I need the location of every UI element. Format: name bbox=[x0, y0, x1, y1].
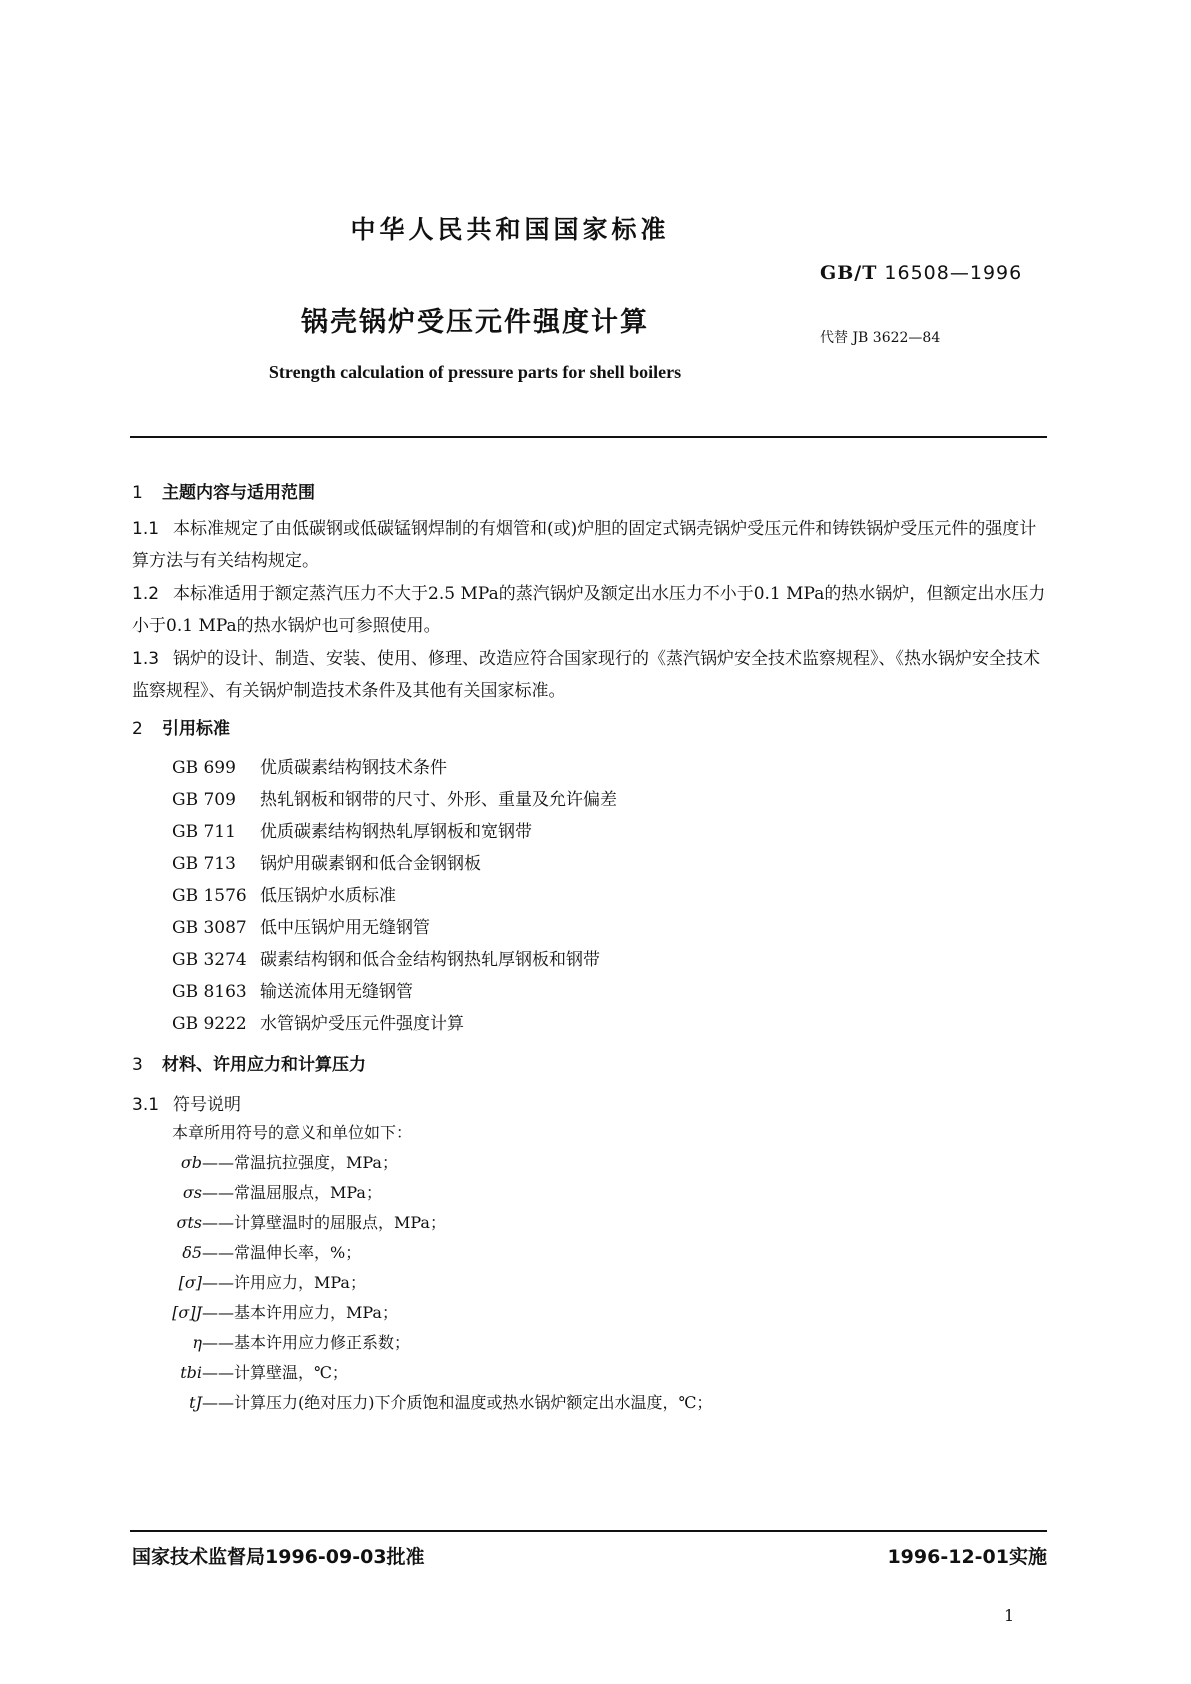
reference-title: 低压锅炉水质标准 bbox=[260, 886, 396, 906]
reference-code: GB 713 bbox=[172, 854, 236, 874]
reference-row bbox=[172, 753, 447, 778]
symbol-row bbox=[150, 1150, 398, 1173]
symbol-row bbox=[150, 1270, 366, 1293]
reference-code: GB 3274 bbox=[172, 950, 247, 970]
paragraph-text: 本标准适用于额定蒸汽压力不大于2.5 MPa的蒸汽锅炉及额定出水压力不小于0.1 MPa的热水锅炉，但额定出水压力小于0.1 MPa的热水锅炉也可参照使用。 bbox=[132, 584, 1046, 636]
subsection-number: 3.1 bbox=[132, 1095, 160, 1115]
symbol-description: ——许用应力，MPa； bbox=[202, 1273, 366, 1292]
symbol-description: ——常温屈服点，MPa； bbox=[202, 1183, 382, 1202]
section-1-heading bbox=[132, 478, 315, 503]
national-standard-heading: 中华人民共和国国家标准 bbox=[350, 215, 670, 244]
reference-code: GB 8163 bbox=[172, 982, 247, 1002]
symbol: σs bbox=[182, 1183, 202, 1202]
symbol-description: ——常温抗拉强度，MPa； bbox=[202, 1153, 398, 1172]
reference-title: 优质碳素结构钢热轧厚钢板和宽钢带 bbox=[260, 822, 532, 842]
section-number: 3 bbox=[132, 1055, 143, 1075]
symbol: [σ] bbox=[178, 1273, 202, 1292]
paragraph-number: 1.2 bbox=[132, 584, 160, 604]
subsection-title: 符号说明 bbox=[173, 1095, 242, 1115]
symbol-row bbox=[150, 1300, 398, 1323]
paragraph-1-3 bbox=[132, 643, 1047, 707]
standard-code-prefix: GB/T bbox=[820, 262, 878, 284]
symbol-row bbox=[150, 1330, 410, 1353]
symbol: [σ]J bbox=[172, 1303, 202, 1322]
paragraph-1-1 bbox=[132, 513, 1047, 577]
reference-row bbox=[172, 1009, 464, 1034]
symbol: σb bbox=[180, 1153, 202, 1172]
reference-title: 水管锅炉受压元件强度计算 bbox=[260, 1014, 464, 1034]
symbol-description: ——基本许用应力，MPa； bbox=[202, 1303, 398, 1322]
reference-row bbox=[172, 785, 617, 810]
symbol-description: ——计算压力(绝对压力)下介质饱和温度或热水锅炉额定出水温度，℃； bbox=[202, 1393, 713, 1412]
symbol-description: ——计算壁温时的屈服点，MPa； bbox=[202, 1213, 446, 1232]
symbol-row bbox=[150, 1180, 382, 1203]
symbol-row bbox=[150, 1210, 446, 1233]
header-divider bbox=[130, 436, 1047, 438]
section-title: 材料、许用应力和计算压力 bbox=[162, 1055, 366, 1075]
reference-row bbox=[172, 913, 430, 938]
english-title: Strength calculation of pressure parts for shell boilers bbox=[268, 362, 682, 382]
standard-code bbox=[820, 262, 1022, 284]
section-title: 引用标准 bbox=[162, 719, 230, 739]
symbol-row bbox=[150, 1240, 361, 1263]
symbol-row bbox=[150, 1360, 348, 1383]
symbol: δ5 bbox=[182, 1243, 202, 1262]
reference-title: 输送流体用无缝钢管 bbox=[260, 982, 413, 1002]
reference-code: GB 9222 bbox=[172, 1014, 247, 1034]
reference-code: GB 1576 bbox=[172, 886, 247, 906]
document-title: 锅壳锅炉受压元件强度计算 bbox=[301, 307, 649, 338]
reference-row bbox=[172, 817, 532, 842]
reference-title: 锅炉用碳素钢和低合金钢钢板 bbox=[260, 854, 481, 874]
reference-code: GB 709 bbox=[172, 790, 236, 810]
reference-row bbox=[172, 849, 481, 874]
page-number: 1 bbox=[1004, 1606, 1015, 1625]
symbol: tJ bbox=[189, 1393, 202, 1412]
reference-code: GB 3087 bbox=[172, 918, 247, 938]
symbol-description: ——常温伸长率，%； bbox=[202, 1243, 362, 1262]
footer-divider bbox=[130, 1530, 1047, 1532]
reference-title: 优质碳素结构钢技术条件 bbox=[260, 758, 447, 778]
standard-code-number: 16508—1996 bbox=[884, 262, 1023, 284]
symbol: σts bbox=[176, 1213, 202, 1232]
reference-code: GB 699 bbox=[172, 758, 236, 778]
symbols-intro: 本章所用符号的意义和单位如下： bbox=[172, 1123, 413, 1142]
section-number: 1 bbox=[132, 483, 143, 503]
paragraph-number: 1.1 bbox=[132, 519, 160, 539]
section-title: 主题内容与适用范围 bbox=[162, 483, 315, 503]
symbol: tbi bbox=[180, 1363, 202, 1382]
section-number: 2 bbox=[132, 719, 143, 739]
subsection-3-1-heading bbox=[132, 1090, 241, 1115]
paragraph-text: 本标准规定了由低碳钢或低碳锰钢焊制的有烟管和(或)炉胆的固定式锅壳锅炉受压元件和铸铁锅炉受压元件的强度计算方法与有关结构规定。 bbox=[132, 519, 1037, 571]
reference-title: 热轧钢板和钢带的尺寸、外形、重量及允许偏差 bbox=[260, 790, 617, 810]
paragraph-number: 1.3 bbox=[132, 649, 160, 669]
section-3-heading bbox=[132, 1050, 366, 1075]
reference-title: 碳素结构钢和低合金结构钢热轧厚钢板和钢带 bbox=[260, 950, 600, 970]
symbol: η bbox=[192, 1333, 202, 1352]
reference-row bbox=[172, 881, 396, 906]
symbol-description: ——基本许用应力修正系数； bbox=[202, 1333, 411, 1352]
paragraph-1-2 bbox=[132, 578, 1047, 642]
reference-code: GB 711 bbox=[172, 822, 236, 842]
reference-title: 低中压锅炉用无缝钢管 bbox=[260, 918, 430, 938]
reference-row bbox=[172, 945, 600, 970]
paragraph-text: 锅炉的设计、制造、安装、使用、修理、改造应符合国家现行的《蒸汽锅炉安全技术监察规程》、《热水锅炉安全技术监察规程》、有关锅炉制造技术条件及其他有关国家标准。 bbox=[132, 649, 1041, 701]
replaces-note: 代替 JB 3622—84 bbox=[820, 330, 941, 346]
section-2-heading bbox=[132, 714, 230, 739]
symbol-description: ——计算壁温，℃； bbox=[202, 1363, 348, 1382]
approval-note: 国家技术监督局1996-09-03批准 bbox=[132, 1546, 425, 1568]
symbol-row bbox=[150, 1390, 712, 1413]
reference-row bbox=[172, 977, 413, 1002]
implementation-date: 1996-12-01实施 bbox=[887, 1546, 1047, 1568]
